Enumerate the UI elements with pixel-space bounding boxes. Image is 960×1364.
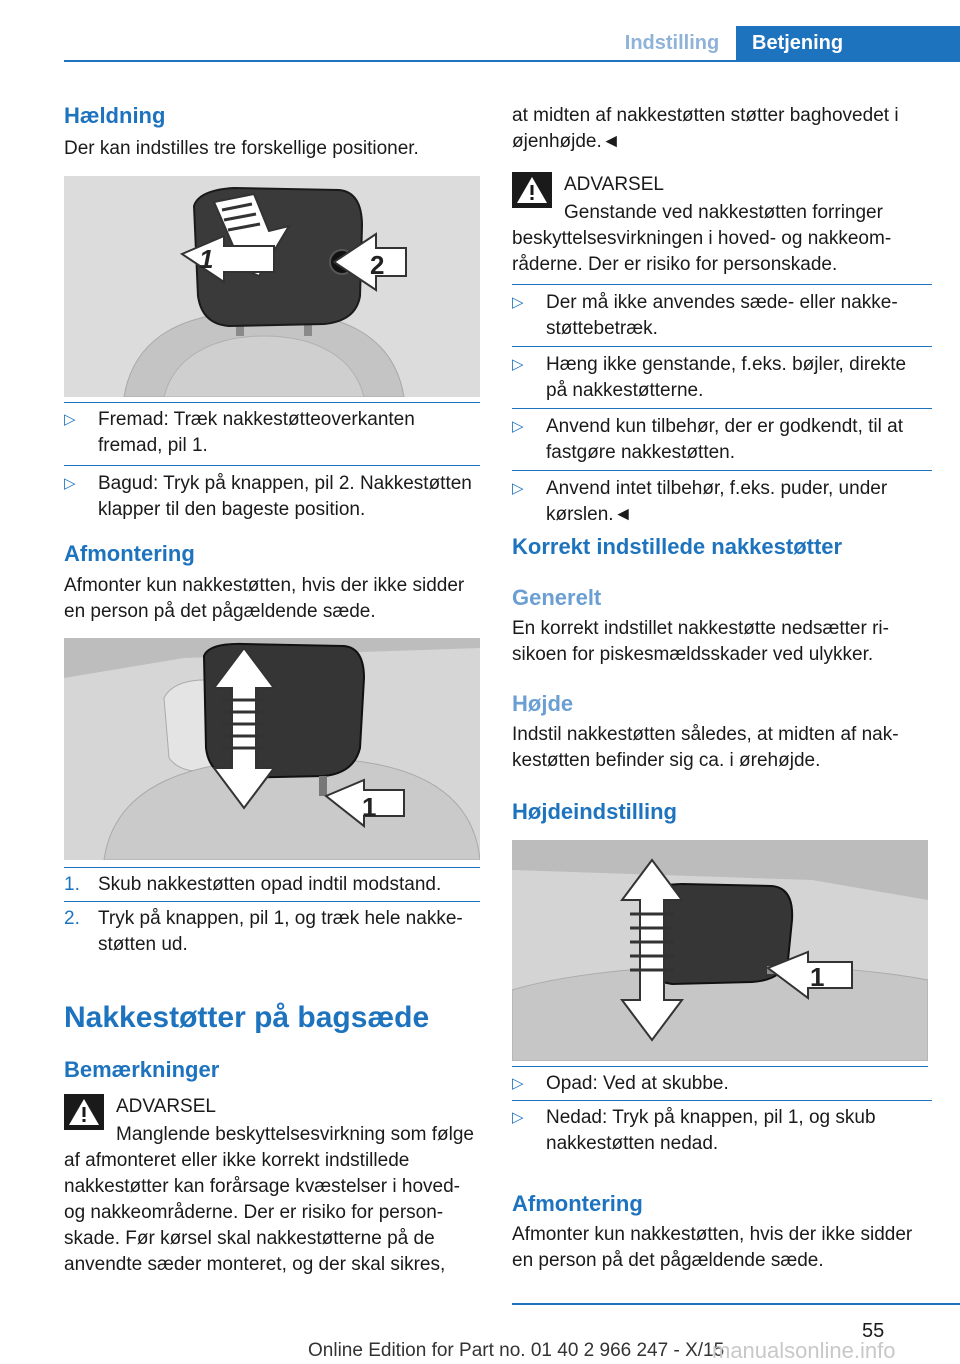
list-item-text: Opad: Ved at skubbe. bbox=[546, 1073, 729, 1094]
fig3-label-1: 1 bbox=[810, 962, 825, 992]
warning-icon bbox=[512, 172, 552, 208]
warning-list bbox=[512, 284, 932, 528]
removal-heading: Afmontering bbox=[512, 1191, 643, 1216]
figure-headrest-removal bbox=[64, 638, 480, 860]
header-rule bbox=[64, 60, 960, 62]
bullet-icon: ▷ bbox=[512, 356, 524, 373]
list-item bbox=[512, 290, 932, 342]
warning-icon bbox=[64, 1094, 104, 1130]
list-item bbox=[512, 1071, 932, 1097]
list-item bbox=[64, 906, 480, 958]
bullet-icon: ▷ bbox=[512, 1075, 524, 1092]
warning-title: ADVARSEL bbox=[116, 1096, 216, 1117]
removal-text: Afmonter kun nakkestøtten, hvis der ikke sidder en person på det pågældende sæde. bbox=[512, 1224, 913, 1271]
bullet-icon: ▷ bbox=[512, 480, 524, 497]
step-number: 2. bbox=[64, 908, 80, 929]
list-item bbox=[64, 872, 480, 898]
separator bbox=[64, 901, 480, 902]
removal-steps bbox=[64, 872, 480, 958]
tilt-heading: Hældning bbox=[64, 103, 166, 128]
header-section-tab[interactable]: Indstilling bbox=[624, 31, 720, 54]
list-item bbox=[64, 407, 480, 465]
separator bbox=[64, 402, 480, 403]
list-item-text: Anvend intet tilbehør, f.eks. puder, under kørslen.◄ bbox=[546, 478, 888, 525]
list-item-text: Der må ikke anvendes sæde- eller nakkestøttebetræk. bbox=[546, 292, 898, 339]
step-number: 1. bbox=[64, 874, 80, 895]
list-item-text: Tryk på knappen, pil 1, og træk hele nakkestøtten ud. bbox=[98, 908, 463, 955]
bullet-icon: ▷ bbox=[512, 1109, 524, 1126]
fig1-label-1: 1 bbox=[199, 244, 214, 274]
list-item-text: Anvend kun tilbehør, der er godkendt, til at fastgøre nakkestøtten. bbox=[546, 416, 903, 463]
continued-text: at midten af nakkestøtten støtter baghovedet i øjenhøjde.◄ bbox=[512, 105, 899, 152]
rear-seat-heading: Nakkestøtter på bagsæde bbox=[64, 1001, 430, 1034]
general-heading: Generelt bbox=[512, 585, 602, 610]
separator bbox=[512, 284, 932, 285]
removal-intro: Afmonter kun nakkestøtten, hvis der ikke sidder en person på det pågældende sæde. bbox=[64, 575, 465, 622]
fig2-label-1: 1 bbox=[362, 792, 377, 822]
list-item bbox=[512, 352, 932, 404]
list-item-text: Skub nakkestøtten opad indtil modstand. bbox=[98, 874, 442, 895]
warning-block bbox=[512, 172, 932, 278]
separator bbox=[512, 1066, 928, 1067]
separator bbox=[512, 1100, 932, 1101]
height-adjust-heading: Højdeindstilling bbox=[512, 799, 677, 824]
figure-headrest-height bbox=[512, 840, 928, 1061]
separator bbox=[512, 346, 932, 347]
list-item bbox=[512, 414, 932, 466]
general-text: En korrekt indstillet nakkestøtte nedsætter risikoen for piskesmældsskader ved ulykker. bbox=[512, 618, 889, 665]
warning-text: Genstande ved nakkestøtten forringer beskyttelsesvirkningen i hoved- og nakkeområderne. Der er risiko for personskade. bbox=[512, 202, 892, 275]
bullet-icon: ▷ bbox=[64, 475, 76, 492]
separator bbox=[64, 465, 480, 466]
list-item bbox=[512, 1105, 932, 1157]
bullet-icon: ▷ bbox=[512, 418, 524, 435]
list-item-text: Nedad: Tryk på knappen, pil 1, og skub nakkestøtten nedad. bbox=[546, 1107, 876, 1154]
tilt-list bbox=[64, 407, 480, 523]
list-item-text: Hæng ikke genstande, f.eks. bøjler, direkte på nakkestøtterne. bbox=[546, 354, 907, 401]
warning-text: Manglende beskyttelsesvirkning som følge af afmonteret eller ikke korrekt indstillede nakkestøtter kan forårsage kvæstelser i hoved- og nakkeområderne. Der er risiko for personskade. Før kørsel skal nakkestøtterne på de anvendte sæder monteret, og der skal sikres, bbox=[64, 1124, 475, 1275]
warning-title: ADVARSEL bbox=[564, 174, 664, 195]
bullet-icon: ▷ bbox=[64, 411, 76, 428]
height-heading: Højde bbox=[512, 691, 574, 716]
list-item-text: Fremad: Træk nakkestøtteoverkanten fremad, pil 1. bbox=[98, 409, 415, 456]
removal-heading: Afmontering bbox=[64, 541, 195, 566]
notes-heading: Bemærkninger bbox=[64, 1057, 220, 1082]
header-chapter-tab[interactable]: Betjening bbox=[736, 26, 960, 61]
fig1-label-2: 2 bbox=[370, 250, 385, 280]
footer-rule bbox=[512, 1303, 960, 1305]
page-number: 55 bbox=[862, 1320, 885, 1342]
list-item bbox=[512, 476, 932, 528]
edition-text: Online Edition for Part no. 01 40 2 966 247 - X/15 bbox=[308, 1340, 725, 1361]
list-item-text: Bagud: Tryk på knappen, pil 2. Nakkestøtten klapper til den bageste position. bbox=[98, 473, 472, 520]
warning-block bbox=[64, 1094, 480, 1278]
figure-headrest-tilt bbox=[64, 176, 480, 397]
adjust-list bbox=[512, 1071, 932, 1157]
height-text: Indstil nakkestøtten således, at midten af nakkestøtten befinder sig ca. i ørehøjde. bbox=[512, 724, 899, 771]
tilt-intro: Der kan indstilles tre forskellige positioner. bbox=[64, 138, 419, 159]
watermark: manualsonline.info bbox=[712, 1338, 896, 1363]
correct-heading: Korrekt indstillede nakkestøtter bbox=[512, 534, 843, 559]
bullet-icon: ▷ bbox=[512, 294, 524, 311]
separator bbox=[512, 408, 932, 409]
separator bbox=[64, 867, 480, 868]
list-item bbox=[64, 471, 480, 523]
separator bbox=[512, 470, 932, 471]
